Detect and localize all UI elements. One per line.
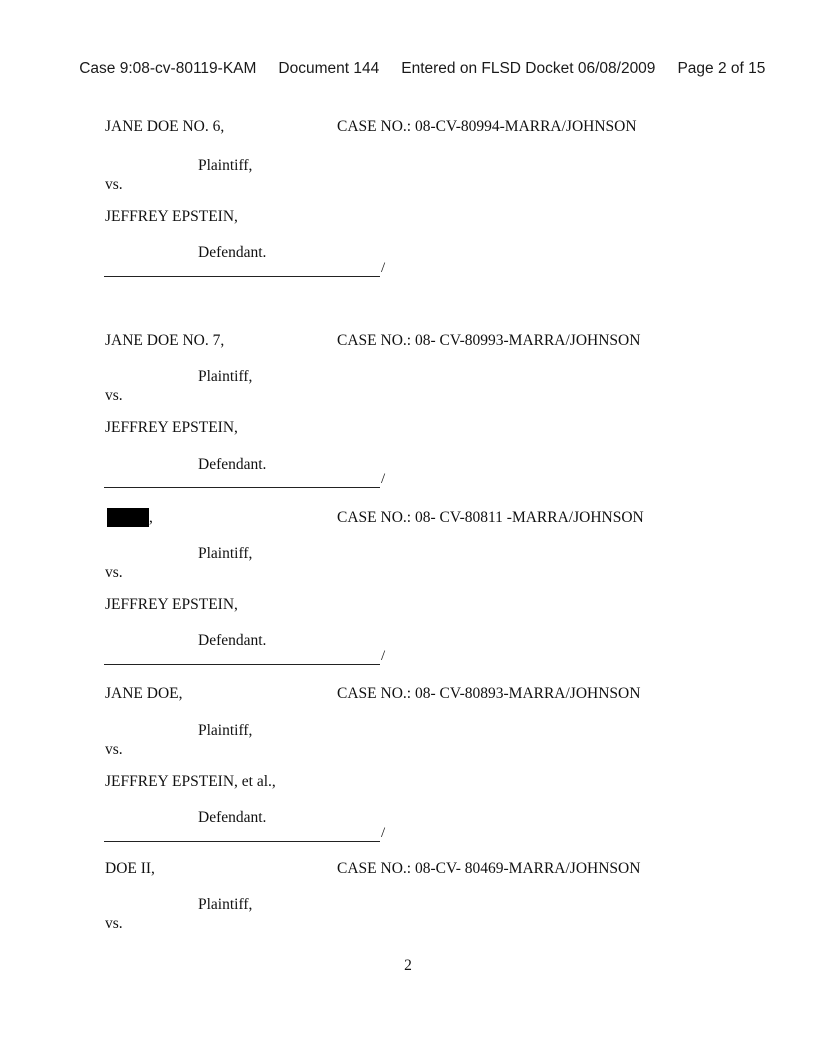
case-number: CASE NO.: 08-CV- 80469-MARRA/JOHNSON	[337, 860, 641, 877]
plaintiff-label: Plaintiff,	[198, 722, 253, 739]
caption-slash: /	[381, 825, 386, 841]
header-entered: Entered on FLSD Docket 06/08/2009	[401, 60, 656, 77]
defendant-name: JEFFREY EPSTEIN,	[105, 419, 238, 436]
caption-rule	[104, 487, 380, 488]
header-case: Case 9:08-cv-80119-KAM	[79, 60, 257, 77]
plaintiff-party: DOE II,	[105, 860, 155, 877]
defendant-label: Defendant.	[198, 244, 267, 261]
header-document: Document 144	[278, 60, 380, 77]
vs-label: vs.	[105, 741, 123, 758]
case-number: CASE NO.: 08- CV-80993-MARRA/JOHNSON	[337, 332, 641, 349]
plaintiff-label: Plaintiff,	[198, 896, 253, 913]
caption-slash: /	[381, 260, 386, 276]
plaintiff-party: JANE DOE NO. 7,	[105, 332, 225, 349]
plaintiff-label: Plaintiff,	[198, 157, 253, 174]
case-number: CASE NO.: 08- CV-80811 -MARRA/JOHNSON	[337, 509, 644, 526]
vs-label: vs.	[105, 564, 123, 581]
defendant-name: JEFFREY EPSTEIN, et al.,	[105, 773, 276, 790]
redaction-block	[107, 508, 149, 527]
docket-header	[62, 42, 765, 96]
vs-label: vs.	[105, 915, 123, 932]
caption-slash: /	[381, 471, 386, 487]
caption-slash: /	[381, 648, 386, 664]
case-number: CASE NO.: 08- CV-80893-MARRA/JOHNSON	[337, 685, 641, 702]
plaintiff-party: JANE DOE,	[105, 685, 183, 702]
plaintiff-party: JANE DOE NO. 6,	[105, 118, 225, 135]
header-page: Page 2 of 15	[677, 60, 766, 77]
vs-label: vs.	[105, 387, 123, 404]
defendant-name: JEFFREY EPSTEIN,	[105, 208, 238, 225]
defendant-label: Defendant.	[198, 809, 267, 826]
caption-rule	[104, 841, 380, 842]
page-number: 2	[404, 957, 412, 974]
plaintiff-party: ,	[149, 509, 153, 526]
plaintiff-label: Plaintiff,	[198, 368, 253, 385]
plaintiff-label: Plaintiff,	[198, 545, 253, 562]
vs-label: vs.	[105, 176, 123, 193]
case-number: CASE NO.: 08-CV-80994-MARRA/JOHNSON	[337, 118, 637, 135]
defendant-label: Defendant.	[198, 456, 267, 473]
defendant-label: Defendant.	[198, 632, 267, 649]
caption-rule	[104, 276, 380, 277]
caption-rule	[104, 664, 380, 665]
defendant-name: JEFFREY EPSTEIN,	[105, 596, 238, 613]
